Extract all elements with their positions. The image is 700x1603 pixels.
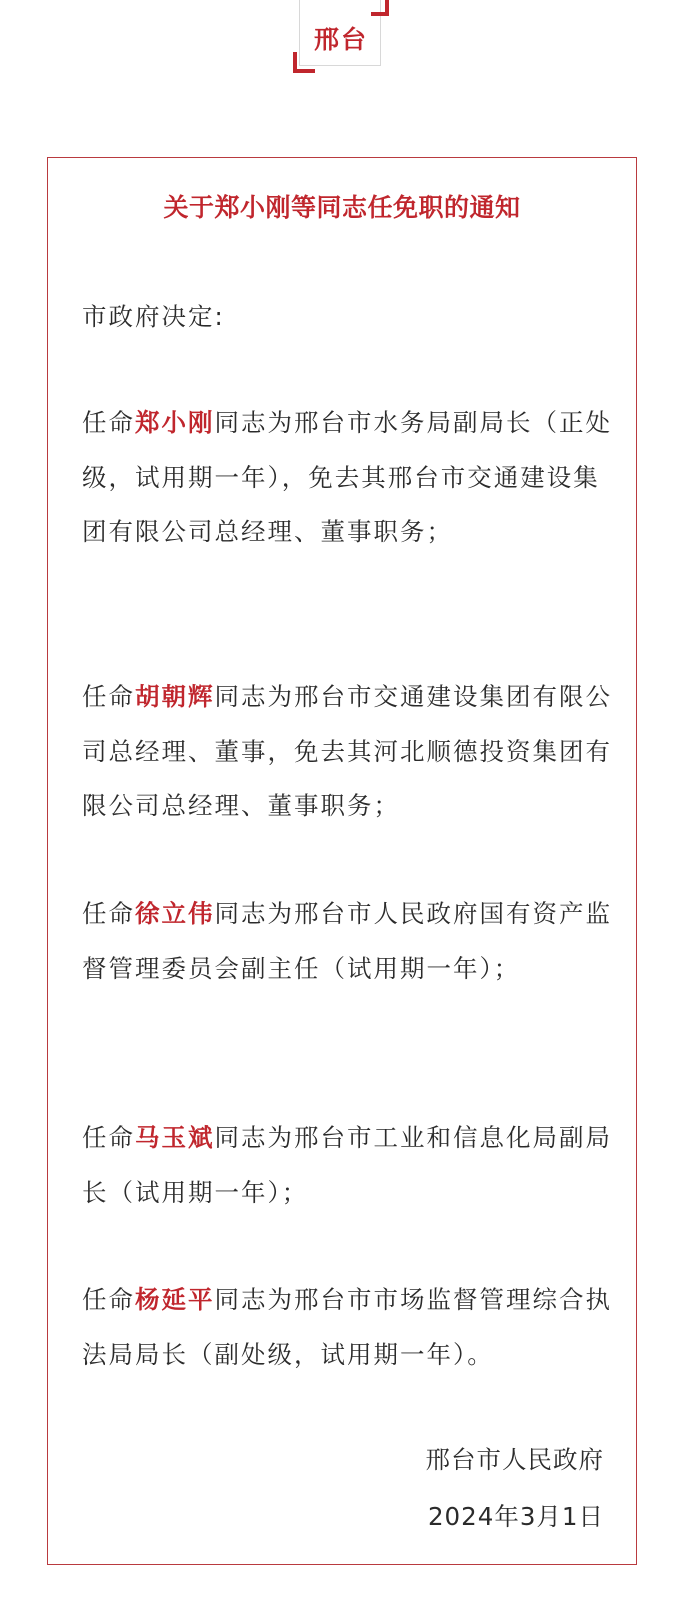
logo-corner-top-right-vertical <box>371 0 389 16</box>
notice-title: 关于郑小刚等同志任免职的通知 <box>163 193 521 222</box>
appointee-name: 郑小刚 <box>135 408 215 437</box>
appointment-paragraph <box>82 887 622 996</box>
appointment-prefix: 任命 <box>82 899 135 928</box>
appointment-text: 同志为邢台市工业和信息化局副局长（试用期一年）； <box>82 1123 612 1207</box>
logo-text: 邢台 <box>313 25 368 54</box>
appointment-text: 同志为邢台市市场监督管理综合执法局局长（副处级，试用期一年）。 <box>82 1285 612 1369</box>
appointment-text: 同志为邢台市交通建设集团有限公司总经理、董事，免去其河北顺德投资集团有限公司总经理、董事职务； <box>82 682 612 820</box>
appointment-prefix: 任命 <box>82 682 135 711</box>
appointment-paragraph <box>82 396 622 560</box>
notice-card <box>47 157 637 1565</box>
appointment-prefix: 任命 <box>82 1285 135 1314</box>
appointee-name: 胡朝辉 <box>135 682 215 711</box>
appointee-name: 杨延平 <box>135 1285 215 1314</box>
logo-corner-bottom-left <box>293 69 315 73</box>
notice-opening: 市政府决定: <box>82 302 225 331</box>
appointment-text: 同志为邢台市水务局副局长（正处级，试用期一年），免去其邢台市交通建设集团有限公司总经理、董事职务； <box>82 408 612 546</box>
logo-badge <box>293 0 389 73</box>
appointee-name: 徐立伟 <box>135 899 215 928</box>
appointment-prefix: 任命 <box>82 408 135 437</box>
appointment-paragraph <box>82 1111 622 1220</box>
appointee-name: 马玉斌 <box>135 1123 215 1152</box>
appointment-paragraph <box>82 670 622 834</box>
issue-date: 2024年3月1日 <box>427 1502 604 1531</box>
appointment-paragraph <box>82 1273 622 1382</box>
issuer-signature: 邢台市人民政府 <box>425 1445 604 1474</box>
appointment-text: 同志为邢台市人民政府国有资产监督管理委员会副主任（试用期一年）； <box>82 899 612 983</box>
appointment-prefix: 任命 <box>82 1123 135 1152</box>
